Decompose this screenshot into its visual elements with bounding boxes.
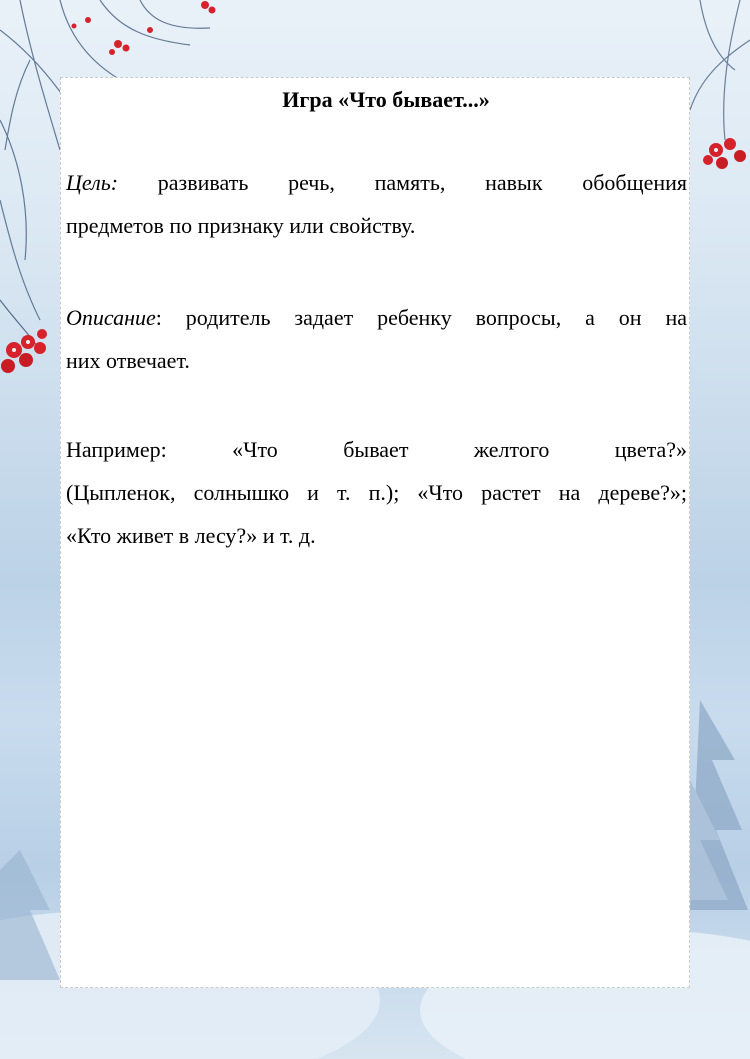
- berry-cluster-left: [0, 300, 47, 373]
- description-label: Описание: [66, 305, 156, 330]
- description-line-1: [66, 296, 687, 339]
- branches-top-right: [690, 0, 750, 140]
- snowy-trees-left: [0, 850, 60, 980]
- example-line-2: (Цыпленок, солнышко и т. п.); «Что растет на дереве?»;: [66, 480, 687, 505]
- berries-top-left: [72, 1, 216, 55]
- goal-paragraph: [66, 161, 687, 247]
- example-line-1: Например: «Что бывает желтого цвета?»: [66, 437, 687, 462]
- goal-text-1: развивать речь, память, навык обобщения: [157, 170, 687, 195]
- goal-label: Цель:: [66, 170, 119, 195]
- description-paragraph: [66, 296, 687, 382]
- text-card: [60, 77, 690, 988]
- description-line-2: них отвечает.: [66, 348, 190, 373]
- snowy-trees-right: [680, 700, 748, 910]
- goal-line-1: [66, 161, 687, 204]
- description-text-1: : родитель задает ребенку вопросы, а он на: [155, 305, 687, 330]
- berry-cluster-right: [703, 138, 746, 169]
- page-title: Игра «Что бывает...»: [282, 87, 490, 112]
- goal-line-2: предметов по признаку или свойству.: [66, 213, 416, 238]
- example-paragraph: [66, 428, 687, 557]
- example-line-3: «Кто живет в лесу?» и т. д.: [66, 523, 316, 548]
